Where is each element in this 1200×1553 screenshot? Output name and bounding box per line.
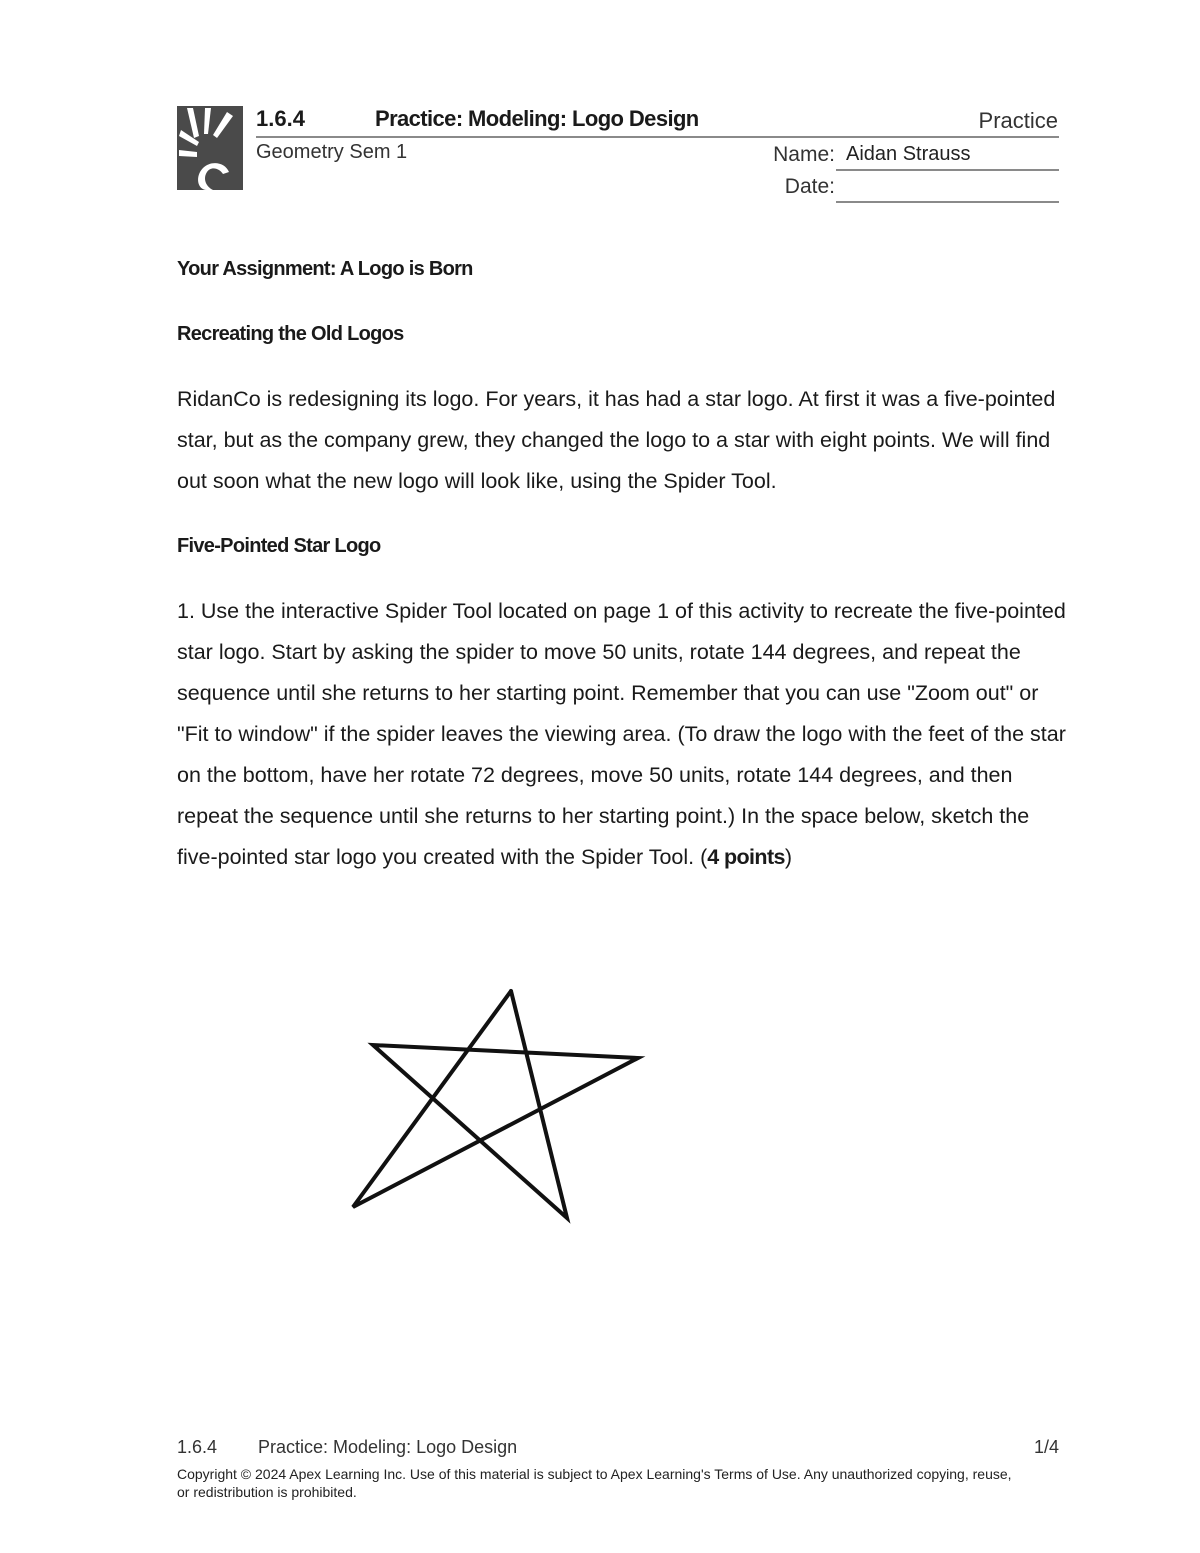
section-heading-five-pointed: Five-Pointed Star Logo: [177, 535, 381, 557]
footer-lesson-number: 1.6.4: [177, 1437, 218, 1457]
activity-type: Practice: [978, 108, 1058, 133]
footer-page-number: 1/4: [1033, 1437, 1059, 1457]
question-1-text: 1. Use the interactive Spider Tool located on page 1 of this activity to recreate the five-pointed star logo. Start by asking the spider to move 50 units, rotate 144 degrees, and repeat the sequence until she returns to her starting point. Remember that you can use "Zoom out" or "Fit to window" if the spider leaves the viewing area. (To draw the logo with the feet of the star on the bottom, have her rotate 72 degrees, move 50 units, rotate 144 degrees, and then repeat the sequence until she returns to her starting point.) In the space below, sketch the five-pointed star logo you created with the Spider Tool. (: [177, 599, 1066, 869]
assignment-heading: Your Assignment: A Logo is Born: [177, 258, 473, 280]
name-label: Name:: [773, 143, 835, 166]
question-1-points: 4 points: [707, 845, 785, 869]
question-1: [177, 591, 1067, 878]
date-label: Date:: [784, 175, 835, 198]
footer-lesson-title: Practice: Modeling: Logo Design: [258, 1437, 518, 1457]
question-1-close: ): [784, 845, 793, 869]
name-field[interactable]: Aidan Strauss: [846, 143, 971, 165]
name-underline: [836, 169, 1059, 171]
apex-logo-icon: [177, 106, 243, 190]
lesson-number: 1.6.4: [256, 106, 305, 131]
intro-paragraph: RidanCo is redesigning its logo. For years, it has had a star logo. At first it was a five-pointed star, but as the company grew, they changed the logo to a star with eight points. We will find out soon what the new logo will look like, using the Spider Tool.: [177, 387, 1056, 493]
course-name: Geometry Sem 1: [256, 141, 408, 163]
header-divider: [256, 136, 1059, 138]
footer-copyright: Copyright © 2024 Apex Learning Inc. Use of this material is subject to Apex Learning's Terms of Use. Any unauthorized copying, reuse, or redistribution is prohibited.: [177, 1466, 1012, 1500]
lesson-title: Practice: Modeling: Logo Design: [375, 106, 699, 131]
date-underline: [836, 201, 1059, 203]
star-stroke: [353, 991, 638, 1218]
five-pointed-star-sketch-icon: [340, 980, 660, 1230]
section-heading-recreating: Recreating the Old Logos: [177, 323, 404, 345]
